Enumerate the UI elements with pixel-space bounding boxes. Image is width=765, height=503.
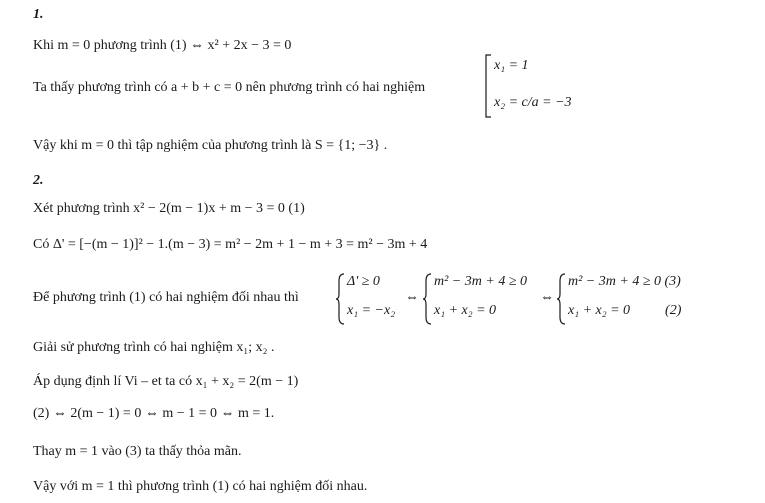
- system3-row2: x₁ + x₂ = 0 (2): [568, 303, 682, 318]
- system2-row2: x₁ + x₂ = 0: [434, 303, 497, 318]
- equiv-2: ⇔: [540, 290, 554, 305]
- system1-row1: Δ' ≥ 0: [347, 274, 380, 289]
- root-x2: x₂ = c/a = −3: [494, 95, 572, 110]
- system1-brace: [336, 273, 345, 325]
- part1-line3: Vậy khi m = 0 thì tập nghiệm của phương trình là S = {1; −3} .: [33, 138, 388, 153]
- system3-brace: [557, 273, 566, 325]
- part2-line8: Vậy với m = 1 thì phương trình (1) có hai nghiệm đối nhau.: [33, 479, 368, 494]
- part1-line2: Ta thấy phương trình có a + b + c = 0 nên phương trình có hai nghiệm: [33, 80, 426, 95]
- part1-heading: 1.: [33, 7, 44, 22]
- system3-row1: m² − 3m + 4 ≥ 0 (3): [568, 274, 681, 289]
- part2-heading: 2.: [33, 173, 44, 188]
- part2-line4: Giải sử phương trình có hai nghiệm x₁; x₂ .: [33, 340, 275, 355]
- part2-line7: Thay m = 1 vào (3) ta thấy thỏa mãn.: [33, 444, 242, 459]
- system2-row1: m² − 3m + 4 ≥ 0: [434, 274, 527, 289]
- part1-line1: Khi m = 0 phương trình (1) ⇔ x² + 2x − 3 = 0: [33, 38, 292, 53]
- root-x1: x₁ = 1: [494, 58, 529, 73]
- part2-line3: Để phương trình (1) có hai nghiệm đối nhau thì: [33, 290, 299, 305]
- system1-row2: x₁ = −x₂: [347, 303, 396, 318]
- part2-line5: Áp dụng định lí Vi – et ta có x₁ + x₂ = 2(m − 1): [33, 374, 299, 389]
- roots-bracket: [484, 54, 492, 118]
- part2-line6: (2) ⇔ 2(m − 1) = 0 ⇔ m − 1 = 0 ⇔ m = 1.: [33, 406, 275, 421]
- system2-brace: [423, 273, 432, 325]
- part2-line1: Xét phương trình x² − 2(m − 1)x + m − 3 = 0 (1): [33, 201, 305, 216]
- part2-line2: Có Δ' = [−(m − 1)]² − 1.(m − 3) = m² − 2m + 1 − m + 3 = m² − 3m + 4: [33, 237, 428, 252]
- equiv-1: ⇔: [405, 290, 419, 305]
